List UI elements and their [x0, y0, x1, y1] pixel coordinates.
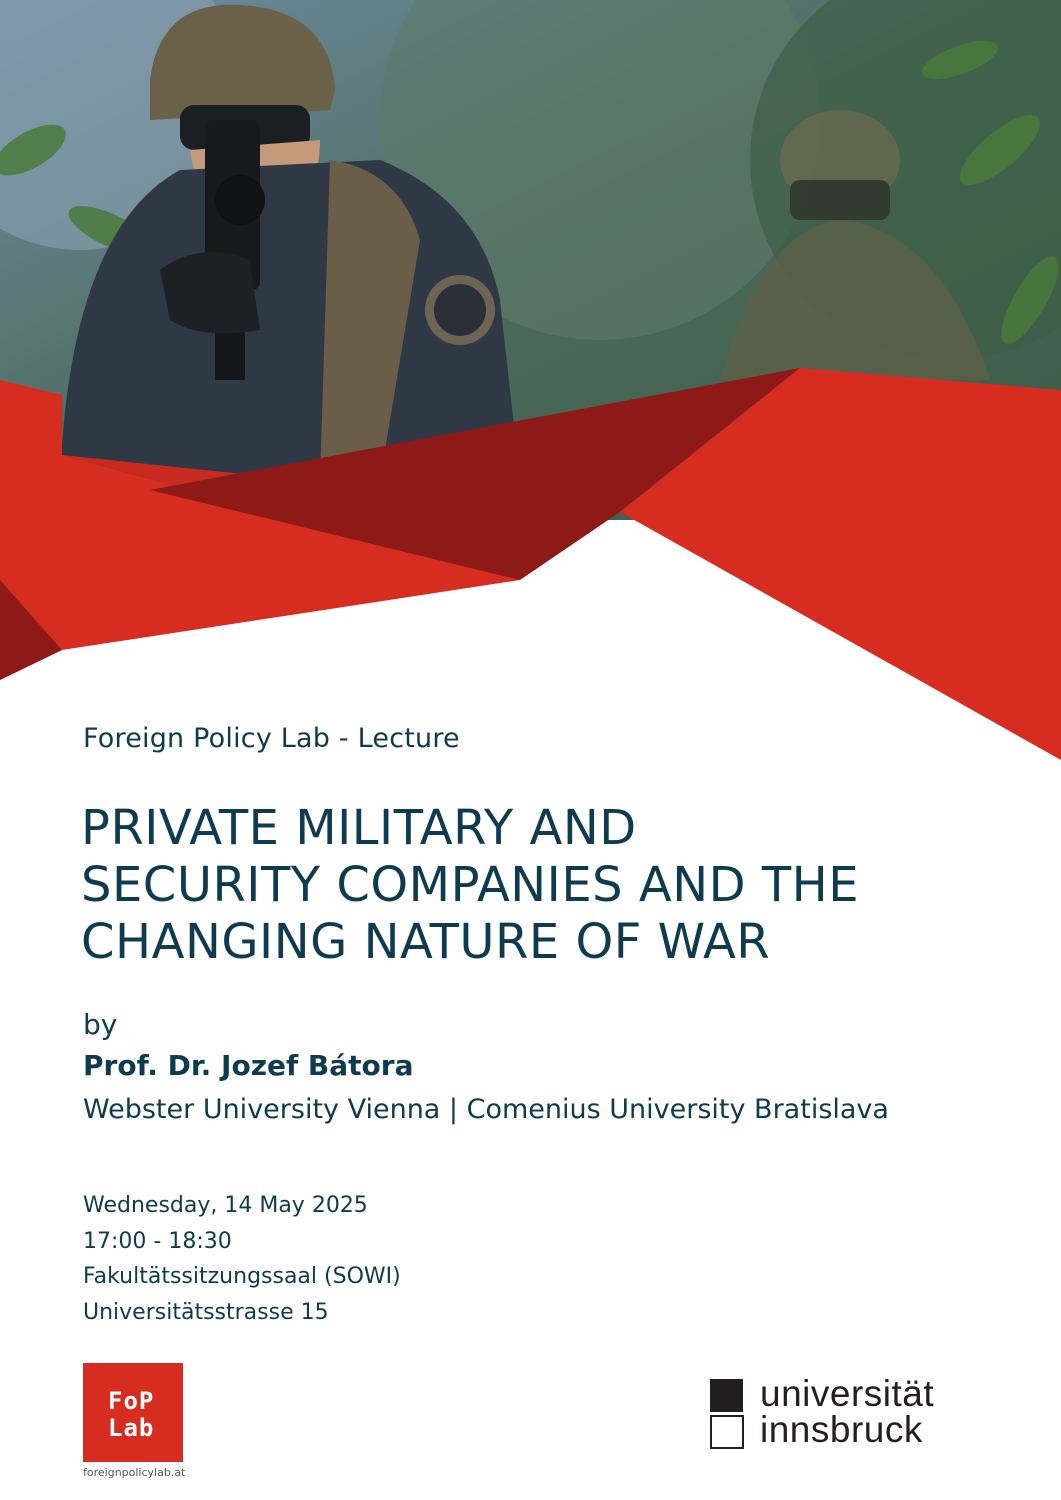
uibk-logo-line1: universität	[760, 1373, 935, 1414]
event-time: 17:00 - 18:30	[83, 1228, 232, 1254]
title-line-1: PRIVATE MILITARY AND	[81, 800, 637, 856]
event-address: Universitätsstrasse 15	[83, 1299, 329, 1325]
foplab-logo-line1: FoP	[108, 1387, 155, 1415]
speaker-affiliation: Webster University Vienna | Comenius University Bratislava	[83, 1094, 889, 1125]
event-title	[81, 800, 1041, 971]
by-label: by	[83, 1008, 118, 1041]
uibk-outline-square-icon	[710, 1415, 744, 1449]
uibk-filled-square-icon	[710, 1379, 743, 1412]
foplab-logo	[83, 1363, 183, 1462]
title-line-3: CHANGING NATURE OF WAR	[81, 914, 771, 970]
event-details	[83, 1188, 401, 1330]
uibk-logo	[710, 1373, 1000, 1451]
event-series: Foreign Policy Lab - Lecture	[83, 723, 460, 754]
title-line-2: SECURITY COMPANIES AND THE	[81, 857, 860, 913]
uibk-logo-line2: innsbruck	[760, 1409, 923, 1450]
speaker-name: Prof. Dr. Jozef Bátora	[83, 1049, 414, 1082]
foplab-url: foreignpolicylab.at	[83, 1466, 186, 1479]
foplab-logo-line2: Lab	[108, 1414, 155, 1442]
event-room: Fakultätssitzungssaal (SOWI)	[83, 1264, 401, 1289]
event-date: Wednesday, 14 May 2025	[83, 1193, 368, 1218]
